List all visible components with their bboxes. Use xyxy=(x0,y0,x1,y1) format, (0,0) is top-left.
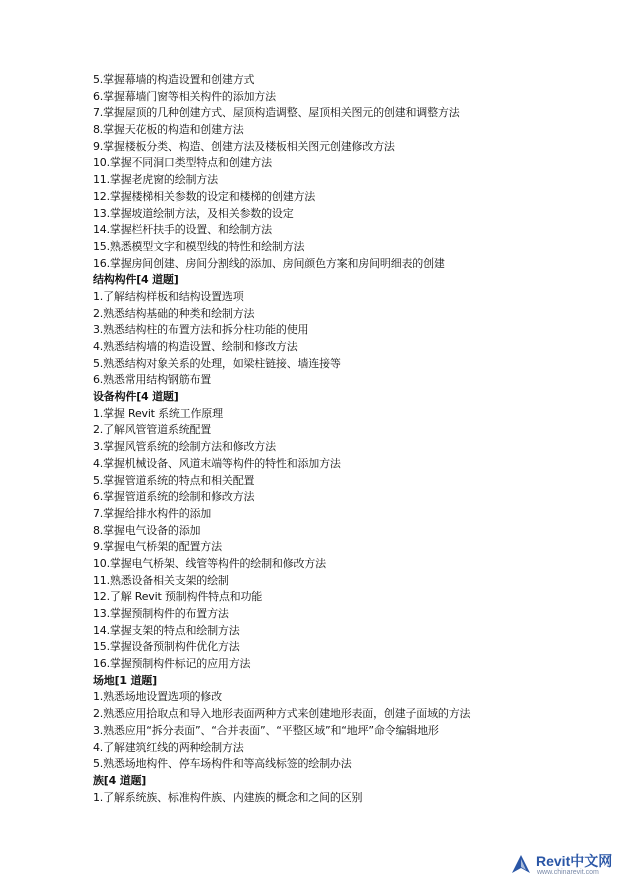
list-item: 15.掌握设备预制构件优化方法 xyxy=(93,640,240,654)
list-item: 14.掌握支架的特点和绘制方法 xyxy=(93,623,240,637)
list-item: 4.掌握机械设备、风道末端等构件的特性和添加方法 xyxy=(93,456,341,470)
list-item: 9.掌握电气桥架的配置方法 xyxy=(93,540,222,554)
list-item: 6.掌握管道系统的绘制和修改方法 xyxy=(93,490,255,504)
list-item: 6.熟悉常用结构钢筋布置 xyxy=(93,373,212,387)
list-item: 13.掌握坡道绘制方法，及相关参数的设定 xyxy=(93,206,294,220)
list-item: 6.掌握幕墙门窗等相关构件的添加方法 xyxy=(93,89,276,103)
list-item: 1.了解结构样板和结构设置选项 xyxy=(93,289,244,303)
list-item: 5.熟悉结构对象关系的处理，如梁柱链接、墙连接等 xyxy=(93,356,341,370)
logo-url: www.chinarevit.com xyxy=(537,869,599,876)
list-item: 3.熟悉结构柱的布置方法和拆分柱功能的使用 xyxy=(93,323,309,337)
list-item: 12.了解 Revit 预制构件特点和功能 xyxy=(93,590,263,604)
list-item: 11.熟悉设备相关支架的绘制 xyxy=(93,573,229,587)
list-item: 1.熟悉场地设置选项的修改 xyxy=(93,690,222,704)
list-item: 1.了解系统族、标准构件族、内建族的概念和之间的区别 xyxy=(93,790,363,804)
list-item: 2.熟悉结构基础的种类和绘制方法 xyxy=(93,306,255,320)
list-item: 3.掌握风管系统的绘制方法和修改方法 xyxy=(93,440,276,454)
list-item: 7.掌握屋顶的几种创建方式、屋顶构造调整、屋顶相关图元的创建和调整方法 xyxy=(93,106,460,120)
section-heading: 设备构件[4 道题] xyxy=(93,390,179,404)
site-logo[interactable] xyxy=(509,851,621,881)
section-heading: 场地[1 道题] xyxy=(93,673,157,687)
list-item: 16.掌握预制构件标记的应用方法 xyxy=(93,657,251,671)
list-item: 15.熟悉模型文字和模型线的特性和绘制方法 xyxy=(93,239,305,253)
list-item: 2.了解风管管道系统配置 xyxy=(93,423,212,437)
list-item: 4.熟悉结构墙的构造设置、绘制和修改方法 xyxy=(93,340,298,353)
logo-text: Revit中文网 xyxy=(536,853,613,869)
list-item: 10.掌握电气桥架、线管等构件的绘制和修改方法 xyxy=(93,556,326,570)
list-item: 16.掌握房间创建、房间分割线的添加、房间颜色方案和房间明细表的创建 xyxy=(93,256,445,270)
section-heading: 结构构件[4 道题] xyxy=(93,273,179,287)
list-item: 1.掌握 Revit 系统工作原理 xyxy=(93,406,223,420)
list-item: 3.熟悉应用“拆分表面”、“合并表面”、“平整区域”和“地坪”命令编辑地形 xyxy=(93,723,439,737)
list-item: 14.掌握栏杆扶手的设置、和绘制方法 xyxy=(93,223,272,237)
list-item: 13.掌握预制构件的布置方法 xyxy=(93,607,229,620)
list-item: 12.掌握楼梯相关参数的设定和楼梯的创建方法 xyxy=(93,189,316,203)
document-body xyxy=(93,72,613,806)
section-heading: 族[4 道题] xyxy=(93,773,147,787)
list-item: 8.掌握天花板的构造和创建方法 xyxy=(93,123,244,137)
list-item: 4.了解建筑红线的两种绘制方法 xyxy=(93,740,244,754)
list-item: 10.掌握不同洞口类型特点和创建方法 xyxy=(93,156,272,170)
list-item: 8.掌握电气设备的添加 xyxy=(93,523,201,537)
list-item: 2.熟悉应用拾取点和导入地形表面两种方式来创建地形表面，创建子面域的方法 xyxy=(93,707,471,721)
list-item: 5.掌握管道系统的特点和相关配置 xyxy=(93,473,255,487)
list-item: 11.掌握老虎窗的绘制方法 xyxy=(93,173,218,187)
list-item: 9.掌握楼板分类、构造、创建方法及楼板相关图元创建修改方法 xyxy=(93,139,395,153)
list-item: 5.熟悉场地构件、停车场构件和等高线标签的绘制办法 xyxy=(93,757,352,771)
revit-logo-icon xyxy=(509,853,533,877)
list-item: 7.掌握给排水构件的添加 xyxy=(93,506,212,520)
list-item: 5.掌握幕墙的构造设置和创建方式 xyxy=(93,73,255,86)
